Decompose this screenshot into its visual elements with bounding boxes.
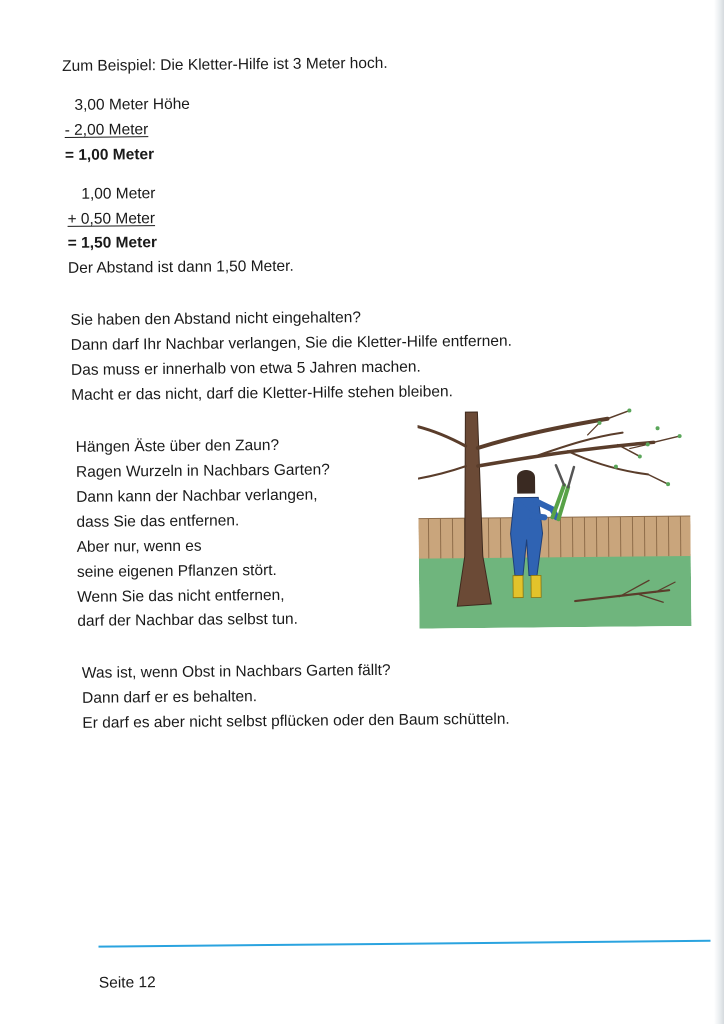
calc2-line2: + 0,50 Meter xyxy=(67,211,155,227)
page-number: Seite 12 xyxy=(99,974,156,993)
branches-line-1: Hängen Äste über den Zaun? xyxy=(76,438,280,455)
branches-line-5: Aber nur, wenn es xyxy=(77,539,202,556)
distance-line-1: Sie haben den Abstand nicht eingehalten? xyxy=(70,310,361,328)
example-intro: Zum Beispiel: Die Kletter-Hilfe ist 3 Meter hoch. xyxy=(62,56,388,75)
pruning-illustration xyxy=(417,404,691,629)
distance-line-2: Dann darf Ihr Nachbar verlangen, Sie die Kletter-Hilfe entfernen. xyxy=(71,334,512,354)
branches-line-4: dass Sie das entfernen. xyxy=(76,513,239,530)
calc2-result: = 1,50 Meter xyxy=(68,235,157,251)
wooden-fence xyxy=(418,516,690,559)
fruit-line-1: Was ist, wenn Obst in Nachbars Garten fällt? xyxy=(82,663,391,681)
fruit-line-2: Dann darf er es behalten. xyxy=(82,689,257,706)
branches-line-3: Dann kann der Nachbar verlangen, xyxy=(76,488,317,506)
calc1-result: = 1,00 Meter xyxy=(65,147,154,163)
distance-sentence: Der Abstand ist dann 1,50 Meter. xyxy=(68,259,294,277)
calc2-line1: 1,00 Meter xyxy=(81,186,155,202)
branches-line-2: Ragen Wurzeln in Nachbars Garten? xyxy=(76,462,330,480)
branches-line-7: Wenn Sie das nicht entfernen, xyxy=(77,588,285,605)
distance-line-3: Das muss er innerhalb von etwa 5 Jahren machen. xyxy=(71,360,421,379)
pruning-illustration-svg xyxy=(417,404,691,629)
branches-line-6: seine eigenen Pflanzen stört. xyxy=(77,563,277,580)
calc1-line1: 3,00 Meter Höhe xyxy=(74,97,190,114)
footer-rule xyxy=(99,940,711,948)
distance-line-4: Macht er das nicht, darf die Kletter-Hilfe stehen bleiben. xyxy=(71,384,453,403)
branches-line-8: darf der Nachbar das selbst tun. xyxy=(77,612,298,630)
calc1-line2: - 2,00 Meter xyxy=(65,122,149,138)
fruit-line-3: Er darf es aber nicht selbst pflücken oder den Baum schütteln. xyxy=(82,712,509,732)
